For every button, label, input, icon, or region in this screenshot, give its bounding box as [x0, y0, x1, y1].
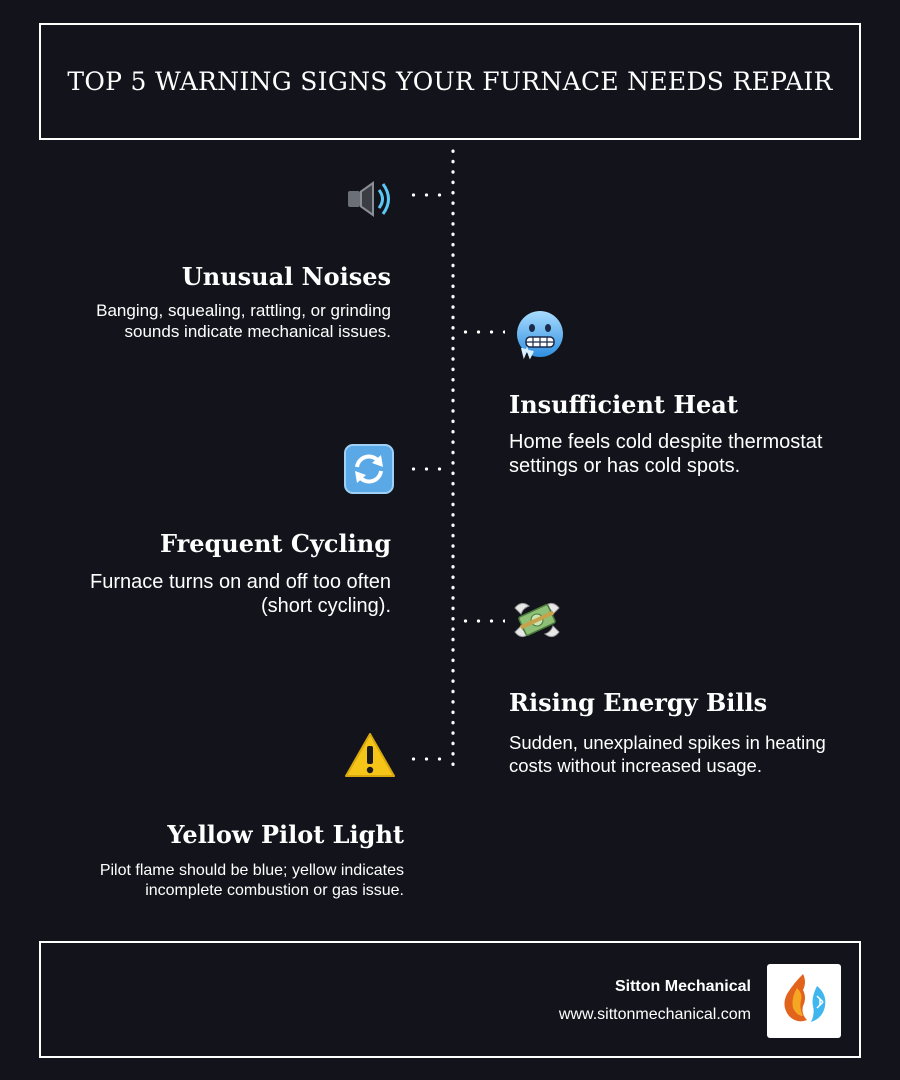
brand-url[interactable]: www.sittonmechanical.com: [558, 1006, 751, 1023]
item-desc-insufficient-heat: [509, 430, 823, 479]
item-desc-unusual-noises: [96, 300, 391, 343]
item-desc-line: Banging, squealing, rattling, or grinding: [96, 301, 391, 320]
item-desc-line: (short cycling).: [260, 595, 391, 618]
item-desc-line: Home feels cold despite thermostat: [509, 431, 823, 453]
item-title-insufficient-heat: Insufficient Heat: [509, 390, 738, 419]
item-desc-line: Sudden, unexplained spikes in heating: [509, 732, 826, 753]
brand-logo: [767, 964, 841, 1038]
item-title-unusual-noises: Unusual Noises: [181, 262, 391, 291]
brand-name: Sitton Mechanical: [614, 978, 751, 995]
footer-box: [39, 941, 861, 1058]
item-title-yellow-pilot-light: Yellow Pilot Light: [167, 820, 404, 849]
money-with-wings-icon: [511, 594, 563, 646]
page-title: TOP 5 WARNING SIGNS YOUR FURNACE NEEDS REPAIR: [67, 67, 833, 96]
item-desc-yellow-pilot-light: [100, 861, 404, 901]
item-desc-line: settings or has cold spots.: [509, 455, 741, 478]
connector-yellow-pilot-light: [407, 757, 451, 761]
item-desc-line: sounds indicate mechanical issues.: [124, 322, 391, 342]
connector-unusual-noises: [407, 193, 451, 197]
freezing-face-icon: [514, 308, 566, 360]
item-title-rising-energy-bills: Rising Energy Bills: [509, 688, 768, 717]
item-desc-line: Furnace turns on and off too often: [90, 571, 391, 593]
connector-rising-energy-bills: [459, 619, 505, 623]
warning-icon: [344, 730, 396, 782]
connector-frequent-cycling: [407, 467, 451, 471]
connector-insufficient-heat: [459, 330, 505, 334]
item-desc-line: incomplete combustion or gas issue.: [145, 882, 404, 899]
item-desc-line: costs without increased usage.: [509, 755, 762, 777]
item-desc-frequent-cycling: [90, 570, 391, 619]
timeline-dotted-line: [451, 146, 455, 766]
item-desc-rising-energy-bills: [509, 731, 826, 777]
flame-snowflake-logo-icon: [773, 968, 835, 1035]
cycle-arrows-icon: [343, 443, 395, 495]
header-box: [39, 23, 861, 140]
item-title-frequent-cycling: Frequent Cycling: [159, 529, 391, 558]
item-desc-line: Pilot flame should be blue; yellow indicates: [99, 862, 404, 879]
speaker-icon: [342, 173, 394, 225]
